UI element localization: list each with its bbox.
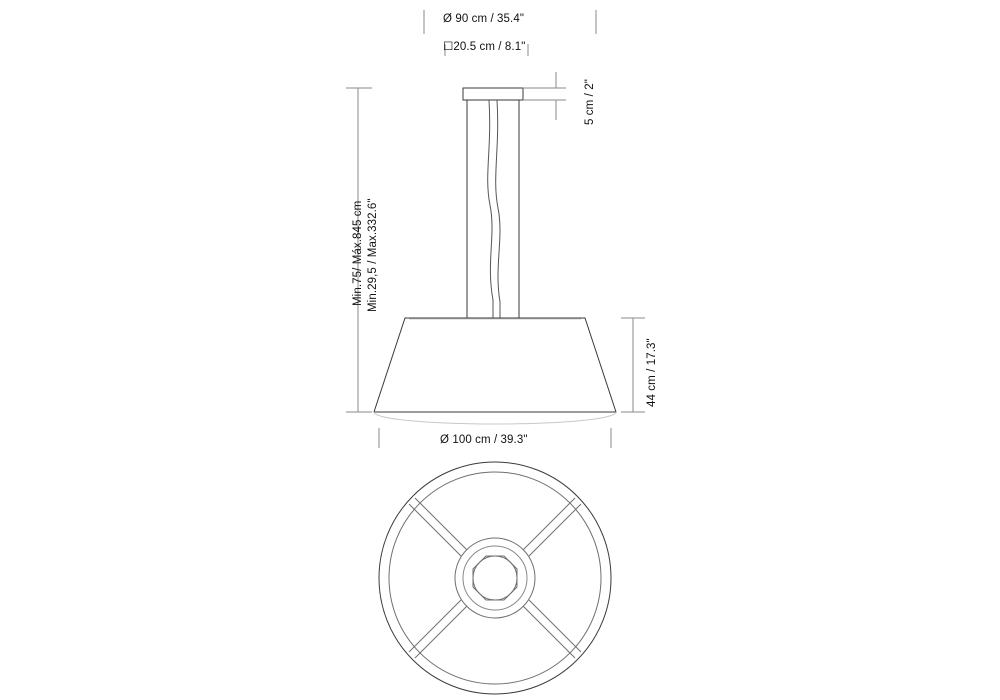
suspension-stem bbox=[467, 100, 519, 318]
dim-label-canopy-width: ☐20.5 cm / 8.1" bbox=[443, 41, 526, 53]
shade-height-dimension bbox=[621, 318, 645, 412]
dim-label-shade-height: 44 cm / 17.3" bbox=[646, 338, 658, 407]
dim-label-bottom-diameter: Ø 100 cm / 39.3" bbox=[440, 434, 528, 446]
dim-label-canopy-height: 5 cm / 2" bbox=[584, 79, 596, 125]
shade-bottom-opening bbox=[374, 412, 616, 424]
shade-outer-circle bbox=[379, 462, 611, 694]
dim-label-suspension-range-es: Min.75/ Máx.845 cm bbox=[352, 200, 364, 306]
canopy bbox=[463, 88, 523, 100]
spokes bbox=[409, 498, 581, 658]
canopy-height-dimension bbox=[523, 72, 566, 120]
lamp-shade bbox=[374, 318, 616, 412]
dim-label-top-diameter: Ø 90 cm / 35.4" bbox=[443, 13, 525, 25]
dim-label-suspension-range-en: Min.29,5 / Max.332.6" bbox=[367, 198, 379, 312]
central-octagon bbox=[473, 556, 517, 600]
top-plan-view bbox=[379, 462, 611, 694]
front-elevation-view bbox=[346, 10, 645, 448]
power-cord bbox=[488, 100, 500, 318]
